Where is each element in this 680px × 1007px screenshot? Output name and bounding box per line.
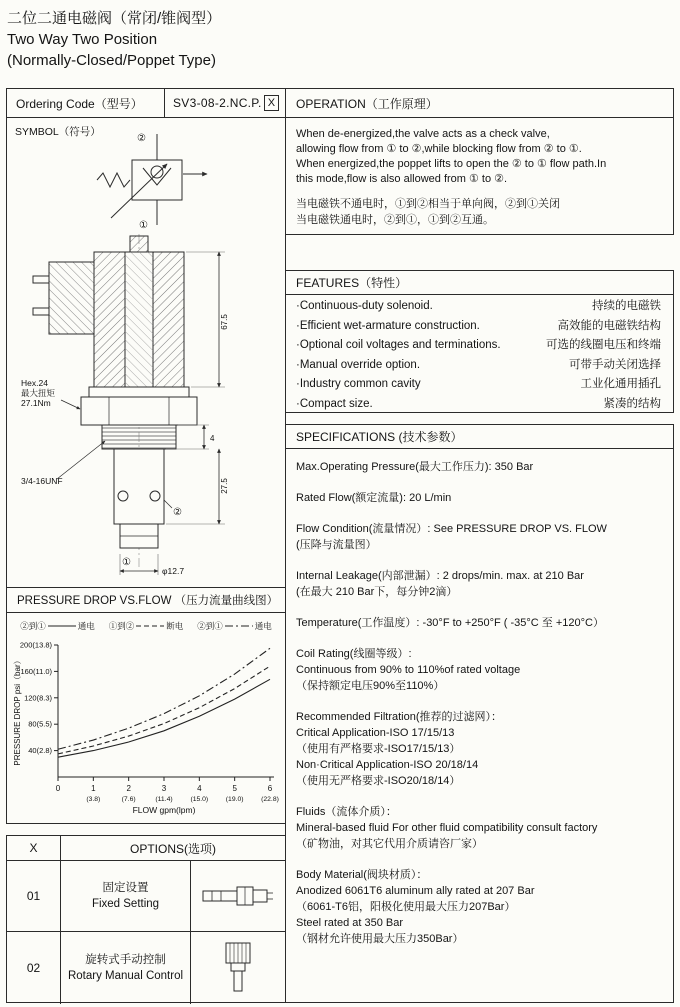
dim-stem-length: 27.5 — [220, 478, 229, 494]
feature-text-en: ·Continuous-duty solenoid. — [296, 300, 433, 312]
svg-text:6: 6 — [267, 784, 273, 793]
feature-item — [286, 356, 673, 376]
pressure-drop-header: PRESSURE DROP VS.FLOW （压力流量曲线图） — [6, 587, 286, 613]
svg-text:(19.0): (19.0) — [225, 796, 244, 803]
legend-route: ②到① — [20, 621, 46, 631]
chart-series-dashdot — [58, 648, 270, 749]
operation-text-cn — [296, 196, 665, 228]
feature-text-en: ·Manual override option. — [296, 358, 421, 371]
options-col-title-header: OPTIONS(选项) — [130, 841, 216, 856]
spec-line: Non·Critical Application-ISO 20/18/14 — [296, 759, 479, 771]
feature-item — [286, 375, 673, 395]
spec-line: Max.Operating Pressure(最大工作压力): 350 Bar — [296, 461, 534, 473]
rotary-manual-control-icon — [191, 932, 285, 1004]
option-01-label-en: Fixed Setting — [91, 898, 160, 910]
poppet-ball — [151, 166, 163, 178]
armature-hatch — [125, 252, 153, 387]
chart-legend — [7, 613, 285, 632]
svg-text:3: 3 — [161, 784, 167, 793]
svg-text:PRESSURE DROP psi（bar）: PRESSURE DROP psi（bar） — [13, 656, 22, 766]
feature-text-cn: 可带手动关闭选择 — [569, 358, 661, 371]
operation-line-en: When de-energized,the valve acts as a check valve, — [296, 128, 550, 140]
electrical-connector — [49, 262, 94, 334]
connector-pin — [33, 308, 49, 315]
spec-line: Recommended Filtration(推荐的过滤网）： — [296, 711, 502, 723]
features-list — [286, 297, 673, 414]
spec-block — [296, 709, 665, 789]
legend-item — [197, 620, 272, 632]
spec-line: （使用无严格要求-ISO20/18/14） — [296, 775, 461, 787]
spec-line: (在最大 210 Bar下，每分钟2滴） — [296, 586, 458, 598]
feature-text-cn: 可选的线圈电压和终端 — [546, 339, 661, 351]
spec-line: Temperature(工作温度）: -30°F to +250°F ( -35°C 至 +120°C） — [296, 617, 604, 629]
specifications-panel — [285, 448, 674, 1003]
top-stud — [130, 236, 148, 252]
svg-text:(7.6): (7.6) — [121, 796, 136, 803]
spec-line: （保持额定电压90%至110%） — [296, 680, 445, 692]
page-title-en-2: (Normally-Closed/Poppet Type) — [7, 52, 216, 69]
spec-line: Fluids（流体介质）： — [296, 806, 397, 818]
legend-line-sample — [48, 622, 76, 630]
spec-line: Mineral-based fluid For other fluid compatibility consult factory — [296, 822, 598, 834]
feature-text-cn: 紧凑的结构 — [603, 397, 661, 410]
ordering-code-text: SV3-08-2.NC.P. — [173, 96, 262, 110]
spec-line: Flow Condition(流量情况）: See PRESSURE DROP VS. FLOW — [296, 523, 607, 535]
legend-line-sample — [136, 622, 164, 630]
option-row-02 — [7, 932, 285, 1004]
operation-header: OPERATION（工作原理） — [285, 88, 674, 118]
drawing-port-1-label: ① — [122, 557, 131, 568]
svg-text:160(11.0): 160(11.0) — [20, 666, 52, 676]
feature-text-cn: 高效能的电磁铁结构 — [557, 319, 661, 332]
page-title-en-1: Two Way Two Position — [7, 31, 158, 48]
cross-port-hole — [118, 491, 128, 501]
valve-technical-drawing — [19, 234, 279, 584]
cross-port-hole — [150, 491, 160, 501]
legend-item — [20, 620, 95, 632]
legend-route: ①到② — [108, 621, 135, 631]
legend-state: 通电 — [77, 621, 95, 631]
pressure-flow-chart-panel — [6, 612, 286, 824]
spec-block — [296, 490, 665, 506]
coil-retainer-plate — [89, 387, 189, 397]
svg-text:(11.4): (11.4) — [155, 796, 173, 803]
threaded-section — [102, 425, 176, 449]
option-02-label-en: Rotary Manual Control — [67, 970, 184, 982]
hex-nut — [81, 397, 197, 425]
spec-line: Continuous from 90% to 110%of rated voltage — [296, 664, 521, 676]
specifications-header: SPECIFICATIONS (技术参数） — [285, 424, 674, 449]
spec-block — [296, 521, 665, 553]
spec-block — [296, 804, 665, 852]
spec-line: （使用有严格要求-ISO17/15/13） — [296, 743, 461, 755]
symbol-label: SYMBOL（符号） — [15, 126, 101, 138]
options-col-x-header: X — [7, 836, 61, 860]
options-header-row — [7, 836, 285, 861]
ordering-code-label: Ordering Code（型号） — [7, 89, 165, 117]
drawing-port-2-label: ② — [173, 507, 182, 518]
feature-item — [286, 317, 673, 337]
feature-item — [286, 297, 673, 317]
spec-line: Coil Rating(线圈等级）: — [296, 648, 412, 660]
svg-text:4: 4 — [197, 784, 202, 793]
svg-text:5: 5 — [232, 784, 237, 793]
cartridge-stem — [114, 449, 164, 524]
options-table — [6, 835, 286, 1003]
spec-line: （6061-T6铝，阳极化使用最大压力207Bar） — [296, 901, 516, 913]
spec-line: （矿物油，对其它代用介质请咨厂家） — [296, 838, 483, 850]
operation-line-en: allowing flow from ① to ②,while blocking flow from ② to ①. — [296, 143, 582, 155]
fixed-setting-icon — [191, 861, 285, 931]
legend-line-sample — [225, 622, 253, 630]
svg-text:120(8.3): 120(8.3) — [24, 693, 52, 703]
operation-line-cn: 当电磁铁不通电时，①到②相当于单向阀，②到①关闭 — [296, 198, 560, 210]
svg-text:2: 2 — [126, 784, 131, 793]
specifications-body — [296, 459, 665, 947]
spec-line: Rated Flow(额定流量): 20 L/min — [296, 492, 452, 504]
operation-line-en: When energized,the poppet lifts to open the ② to ① flow path.In — [296, 158, 607, 170]
ordering-code-value — [165, 89, 285, 117]
svg-text:200(13.8): 200(13.8) — [19, 640, 52, 650]
connector-pin — [33, 276, 49, 283]
legend-state: 通电 — [254, 621, 272, 631]
feature-text-en: ·Efficient wet-armature construction. — [296, 319, 480, 332]
option-02-label — [61, 932, 191, 1004]
hex-label-line3: 27.1Nm — [21, 398, 51, 408]
spec-line: Steel rated at 350 Bar — [296, 917, 404, 929]
feature-text-en: ·Industry common cavity — [296, 378, 421, 390]
feature-item — [286, 336, 673, 356]
legend-state: 断电 — [166, 621, 184, 631]
features-header: FEATURES（特性） — [285, 270, 674, 295]
ordering-code-row — [6, 88, 286, 118]
option-02-code: 02 — [7, 932, 61, 1004]
dim-thread-length: 4 — [210, 434, 215, 443]
operation-line-en: this mode,flow is also allowed from ① to ②. — [296, 173, 508, 185]
hex-label-line2: 最大扭矩 — [21, 388, 56, 398]
page-title-cn: 二位二通电磁阀（常闭/锥阀型） — [7, 10, 222, 27]
option-01-code: 01 — [7, 861, 61, 931]
legend-item — [109, 620, 184, 632]
feature-item — [286, 395, 673, 415]
symbol-and-drawing-panel — [6, 117, 286, 588]
svg-text:(22.8): (22.8) — [261, 796, 279, 803]
feature-text-cn: 工业化通用插孔 — [580, 378, 661, 390]
spec-block — [296, 646, 665, 694]
spec-line: Internal Leakage(内部泄漏）: 2 drops/min. max. at 210 Bar — [296, 570, 584, 582]
dim-nose-diameter: φ12.7 — [162, 566, 185, 576]
spec-block — [296, 459, 665, 475]
spec-line: Body Material(阀块材质）： — [296, 869, 428, 881]
svg-text:80(5.5): 80(5.5) — [28, 719, 52, 729]
feature-text-en: ·Compact size. — [296, 397, 373, 410]
option-01-label — [61, 861, 191, 931]
operation-text-en — [296, 127, 665, 187]
chart-series-solid — [58, 679, 270, 757]
svg-text:0: 0 — [55, 784, 61, 793]
features-panel — [285, 294, 674, 413]
pressure-flow-chart-svg — [10, 637, 282, 819]
option-02-label-cn: 旋转式手动控制 — [85, 954, 166, 966]
feature-text-en: ·Optional coil voltages and terminations. — [296, 339, 501, 351]
option-01-label-cn: 固定设置 — [102, 882, 149, 894]
svg-text:(3.8): (3.8) — [86, 796, 101, 803]
title-block — [7, 8, 221, 71]
option-row-01 — [7, 861, 285, 932]
dim-coil-height: 67.5 — [220, 314, 229, 330]
spec-line: Critical Application-ISO 17/15/13 — [296, 727, 455, 739]
spring-symbol — [97, 173, 130, 187]
symbol-port-1-label: ① — [139, 220, 148, 231]
svg-text:40(2.8): 40(2.8) — [28, 746, 52, 756]
spec-block — [296, 568, 665, 600]
svg-text:1: 1 — [91, 784, 96, 793]
svg-text:(15.0): (15.0) — [190, 796, 209, 803]
solenoid-actuation-arrow — [111, 164, 167, 218]
valve-symbol-diagram — [77, 130, 247, 232]
spec-block — [296, 867, 665, 947]
operation-line-cn: 当电磁铁通电时，②到①，①到②互通。 — [296, 214, 494, 226]
ordering-code-x-box: X — [264, 95, 280, 111]
operation-panel — [285, 117, 674, 235]
spec-block — [296, 615, 665, 631]
feature-text-cn: 持续的电磁铁 — [592, 300, 661, 312]
symbol-port-2-label: ② — [137, 133, 146, 144]
chart-wrap — [10, 637, 282, 824]
spec-line: （钢材允许使用最大压力350Bar） — [296, 933, 464, 945]
spec-line: (压降与流量图） — [296, 539, 377, 551]
hex-label-line1: Hex.24 — [21, 378, 48, 388]
spec-line: Anodized 6061T6 aluminum ally rated at 207 Bar — [296, 885, 535, 897]
legend-route: ②到① — [197, 621, 223, 631]
thread-spec-label: 3/4-16UNF — [21, 476, 63, 486]
svg-text:FLOW gpm(lpm): FLOW gpm(lpm) — [132, 805, 196, 815]
